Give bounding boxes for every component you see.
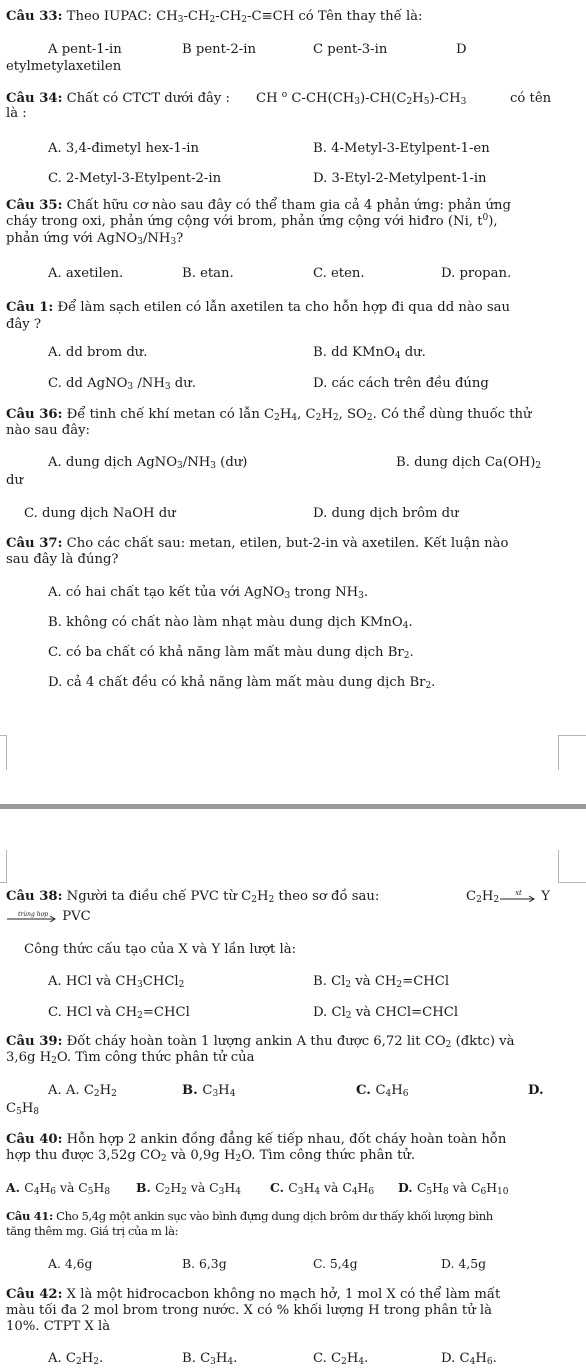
option-b[interactable]: B. dd KMnO$_4$ dư. [313, 345, 426, 361]
formula: CH $^o$ $C-CH(CH_3)-CH(C_2H_5)-CH_3$ [256, 90, 467, 107]
option-a[interactable]: A. dd brom dư. [48, 345, 148, 360]
option-c[interactable]: C. dung dịch NaOH dư [24, 506, 176, 521]
option-b[interactable]: B. 4-Metyl-3-Etylpent-1-en [313, 141, 490, 156]
page-corner [0, 735, 7, 770]
question-41: Câu 41: Cho 5,4g một ankin sục vào bình đựng dung dịch brôm dư thấy khối lượng bình [6, 1209, 493, 1223]
question-label: Câu 41: [6, 1209, 53, 1223]
option-b[interactable]: B. $C_2H_2$ và $C_3H_4$ [136, 1180, 241, 1197]
question-label: Câu 1: [6, 300, 54, 315]
option-d-text: $C_5H_8$ [6, 1101, 40, 1117]
question-label: Câu 35: [6, 198, 63, 213]
option-d[interactable]: D. 3-Etyl-2-Metylpent-1-in [313, 171, 487, 186]
option-b[interactable]: B. etan. [182, 266, 234, 281]
option-a[interactable]: A. HCl và $CH_3CHCl_2$ [48, 974, 185, 990]
arrow-icon: xt [499, 892, 537, 902]
option-b[interactable]: B. $C_3H_4$ [182, 1083, 236, 1099]
option-c[interactable]: C. $C_2H_4$. [313, 1351, 369, 1367]
suffix: có tên [510, 91, 552, 106]
question-37: Câu 37: Cho các chất sau: metan, etilen, but-2-in và axetilen. Kết luận nào [6, 536, 509, 551]
option-a[interactable]: A. axetilen. [48, 266, 124, 281]
option-b[interactable]: B. 6,3g [182, 1256, 227, 1271]
page-separator [0, 804, 586, 809]
question-label: Câu 38: [6, 889, 63, 904]
option-d[interactable]: D. các cách trên đều đúng [313, 376, 489, 391]
option-a[interactable]: A. $C_4H_6$ và $C_5H_8$ [6, 1180, 111, 1197]
question-label: Câu 40: [6, 1132, 63, 1147]
option-d[interactable]: D. dung dịch brôm dư [313, 506, 459, 521]
option-a[interactable]: A. dung dịch $AgNO_3/NH_3$ (dư) [48, 455, 248, 471]
option-b[interactable]: B. $Cl_2$ và $CH_2=CHCl$ [313, 974, 450, 990]
option-d[interactable]: D. $Cl_2$ và CHCl=CHCl [313, 1005, 459, 1021]
option-b[interactable]: B. không có chất nào làm nhạt màu dung dịch KMnO$_4$. [48, 615, 413, 631]
la: là : [6, 106, 27, 121]
question-1: Câu 1: Để làm sạch etilen có lẫn axetilen ta cho hỗn hợp đi qua dd nào sau [6, 300, 510, 315]
option-c[interactable]: C pent-3-in [313, 42, 388, 57]
option-a[interactable]: A. 3,4-đimetyl hex-1-in [48, 141, 199, 156]
question-label: Câu 36: [6, 407, 63, 422]
option-b[interactable]: B pent-2-in [182, 42, 256, 57]
question-33: Câu 33: Theo IUPAC: $CH_3-CH_2-CH_2-C\equiv CH$ có Tên thay thế là: [6, 9, 423, 25]
question-34: Câu 34: Chất có CTCT dưới đây : [6, 91, 230, 106]
option-d[interactable]: D. [528, 1083, 544, 1098]
option-b[interactable]: B. $C_3H_4$. [182, 1351, 238, 1367]
option-a[interactable]: A. có hai chất tạo kết tủa với AgNO$_3$ trong $NH_3$. [48, 585, 369, 601]
scheme: $C_2H_2$ xt Y [466, 888, 550, 905]
question-label: Câu 33: [6, 9, 63, 24]
option-c[interactable]: C. dd AgNO$_3$ $/NH_3$ dư. [48, 376, 196, 392]
option-a[interactable]: A. 4,6g [48, 1256, 93, 1271]
question-label: Câu 39: [6, 1034, 63, 1049]
question-35: Câu 35: Chất hữu cơ nào sau đây có thể tham gia cả 4 phản ứng: phản ứng [6, 198, 511, 213]
option-a[interactable]: A. $C_2H_2$. [48, 1351, 104, 1367]
arrow-icon: trùng hợp [6, 912, 58, 922]
option-c[interactable]: C. có ba chất có khả năng làm mất màu dung dịch $Br_2$. [48, 645, 414, 661]
option-a[interactable]: A. A. $C_2H_2$ [48, 1083, 117, 1099]
page-corner [558, 850, 586, 883]
option-d[interactable]: D. 4,5g [441, 1256, 487, 1271]
option-c[interactable]: C. $C_4H_6$ [356, 1083, 409, 1099]
page-corner [0, 850, 7, 883]
page-corner [558, 735, 586, 770]
option-c[interactable]: C. 5,4g [313, 1256, 358, 1271]
option-d[interactable]: D. $C_5H_8$ và $C_6H_{10}$ [398, 1180, 509, 1197]
option-c[interactable]: C. $C_3H_4$ và $C_4H_6$ [270, 1180, 375, 1197]
option-c[interactable]: C. eten. [313, 266, 365, 281]
option-c[interactable]: C. HCl và $CH_2=CHCl$ [48, 1005, 190, 1021]
option-d[interactable]: D. propan. [441, 266, 512, 281]
question-label: Câu 37: [6, 536, 63, 551]
question-39: Câu 39: Đốt cháy hoàn toàn 1 lượng ankin A thu được 6,72 lit $CO_2$ (đktc) và [6, 1034, 515, 1050]
option-a[interactable]: A pent-1-in [48, 42, 122, 57]
option-c[interactable]: C. 2-Metyl-3-Etylpent-2-in [48, 171, 222, 186]
question-label: Câu 34: [6, 91, 63, 106]
scheme-2: trùng hợp PVC [6, 908, 91, 925]
option-d[interactable]: D. cả 4 chất đều có khả năng làm mất màu dung dịch $Br_2$. [48, 675, 436, 691]
question-38: Câu 38: Người ta điều chế PVC từ $C_2H_2$ theo sơ đồ sau: [6, 889, 380, 905]
question-42: Câu 42: X là một hiđrocacbon không no mạch hở, 1 mol X có thể làm mất [6, 1287, 501, 1302]
option-b[interactable]: B. dung dịch $Ca(OH)_2$ [396, 455, 542, 471]
question-40: Câu 40: Hỗn hợp 2 ankin đồng đẳng kế tiếp nhau, đốt cháy hoàn toàn hỗn [6, 1132, 507, 1147]
question-36: Câu 36: Để tinh chế khí metan có lẫn $C_2H_4$, $C_2H_2$, $SO_2$. Có thể dùng thuốc thử [6, 407, 532, 423]
question-label: Câu 42: [6, 1287, 63, 1302]
option-d[interactable]: D. $C_4H_6$. [441, 1351, 497, 1367]
option-d[interactable]: D [456, 42, 467, 57]
option-d-text: etylmetylaxetilen [6, 59, 122, 74]
